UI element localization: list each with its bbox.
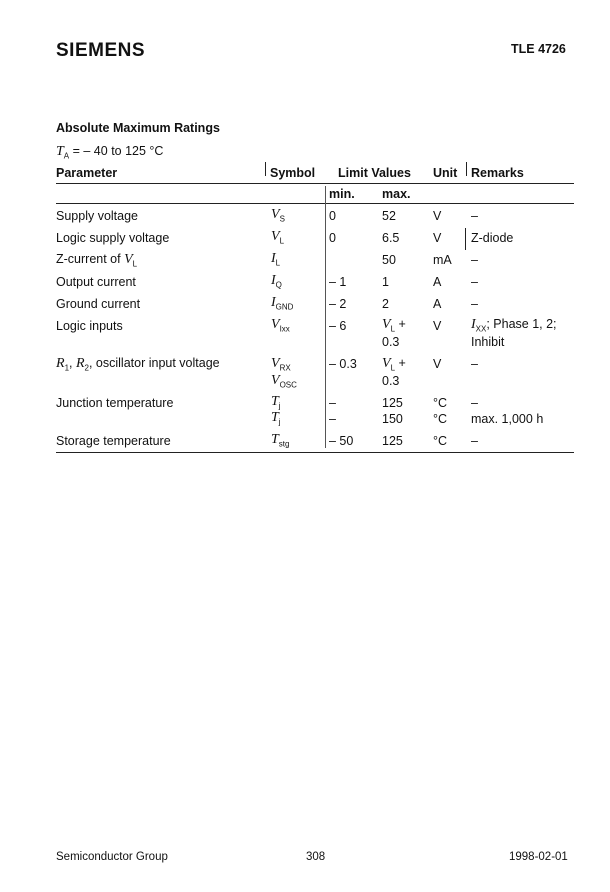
row-symbol: $V_{RX}$ [271,356,291,373]
row-symbol: $I_L$ [271,251,281,268]
row-parameter: Z-current of $V_L$ [56,252,138,269]
row-symbol: $I_{GND}$ [271,295,294,312]
row-unit: A [433,297,442,311]
row-parameter: Supply voltage [56,209,139,223]
row-symbol-line2: $T_j$ [271,410,281,427]
row-parameter: Output current [56,275,136,289]
row-remarks-line2: Inhibit [471,335,505,349]
row-symbol: $V_L$ [271,229,285,246]
row-min: – 50 [329,434,354,448]
row-max: $V_L$ + [382,317,406,334]
row-symbol: $V_{Ixx}$ [271,317,290,334]
row-min: – 6 [329,319,347,333]
row-unit: V [433,209,442,223]
row-unit-line2: °C [433,412,448,426]
row-remarks: – [471,297,478,311]
row-max-line2: 150 [382,412,403,426]
row-symbol: $I_Q$ [271,273,282,290]
siemens-logo: SIEMENS [56,40,146,61]
row-max-line2: 0.3 [382,335,400,349]
row-min: – 0.3 [329,357,357,371]
table-bottom-rule [56,452,574,453]
row-max: $V_L$ + [382,356,406,373]
header-limit-values: Limit Values [338,166,411,180]
header-rule [56,183,574,184]
row-unit: V [433,357,442,371]
header-unit: Unit [433,166,458,180]
row-max: 52 [382,209,396,223]
footer-publisher: Semiconductor Group [56,851,168,863]
row-symbol: $T_{stg}$ [271,432,290,449]
subheader-rule [56,203,574,204]
col-separator [466,162,467,176]
row-min: 0 [329,231,336,245]
col-separator [325,186,326,448]
row-min: – 2 [329,297,347,311]
section-title: Absolute Maximum Ratings [56,121,220,135]
row-symbol: $T_j$ [271,394,281,411]
row-parameter: Ground current [56,297,141,311]
row-parameter: Junction temperature [56,396,174,410]
row-parameter: Logic inputs [56,319,123,333]
part-number: TLE 4726 [511,42,566,56]
row-parameter: $R_1$, $R_2$, oscillator input voltage [56,356,220,373]
header-parameter: Parameter [56,166,118,180]
row-max-line2: 0.3 [382,374,400,388]
limit-values-rule [326,183,422,184]
row-remarks: – [471,275,478,289]
row-min: – [329,396,336,410]
header-min: min. [329,187,355,201]
page-number: 308 [306,851,326,863]
row-max: 6.5 [382,231,400,245]
row-min: 0 [329,209,336,223]
row-remarks: – [471,357,478,371]
row-unit: mA [433,253,452,267]
row-parameter: Logic supply voltage [56,231,170,245]
row-remarks-line2: max. 1,000 h [471,412,544,426]
row-max: 125 [382,434,403,448]
row-remarks: $I_{XX}$; Phase 1, 2; [471,317,557,334]
col-separator [265,162,266,176]
row-symbol: $V_S$ [271,207,285,224]
row-remarks: – [471,396,478,410]
row-unit: V [433,231,442,245]
row-unit: A [433,275,442,289]
row-max: 1 [382,275,389,289]
row-parameter: Storage temperature [56,434,171,448]
header-remarks: Remarks [471,166,524,180]
row-unit: °C [433,434,448,448]
temperature-condition: $T_A$ = – 40 to 125 °C [56,144,164,161]
row-min: – 1 [329,275,347,289]
row-symbol-line2: $V_{OSC}$ [271,373,297,390]
row-unit: °C [433,396,448,410]
row-max: 2 [382,297,389,311]
footer-date: 1998-02-01 [509,851,568,863]
col-separator [465,228,466,250]
row-unit: V [433,319,442,333]
row-remarks: – [471,209,478,223]
row-max: 125 [382,396,403,410]
row-max: 50 [382,253,396,267]
header-max: max. [382,187,411,201]
row-remarks: – [471,434,478,448]
row-remarks: Z-diode [471,231,514,245]
row-min-line2: – [329,412,336,426]
row-remarks: – [471,253,478,267]
header-symbol: Symbol [270,166,316,180]
